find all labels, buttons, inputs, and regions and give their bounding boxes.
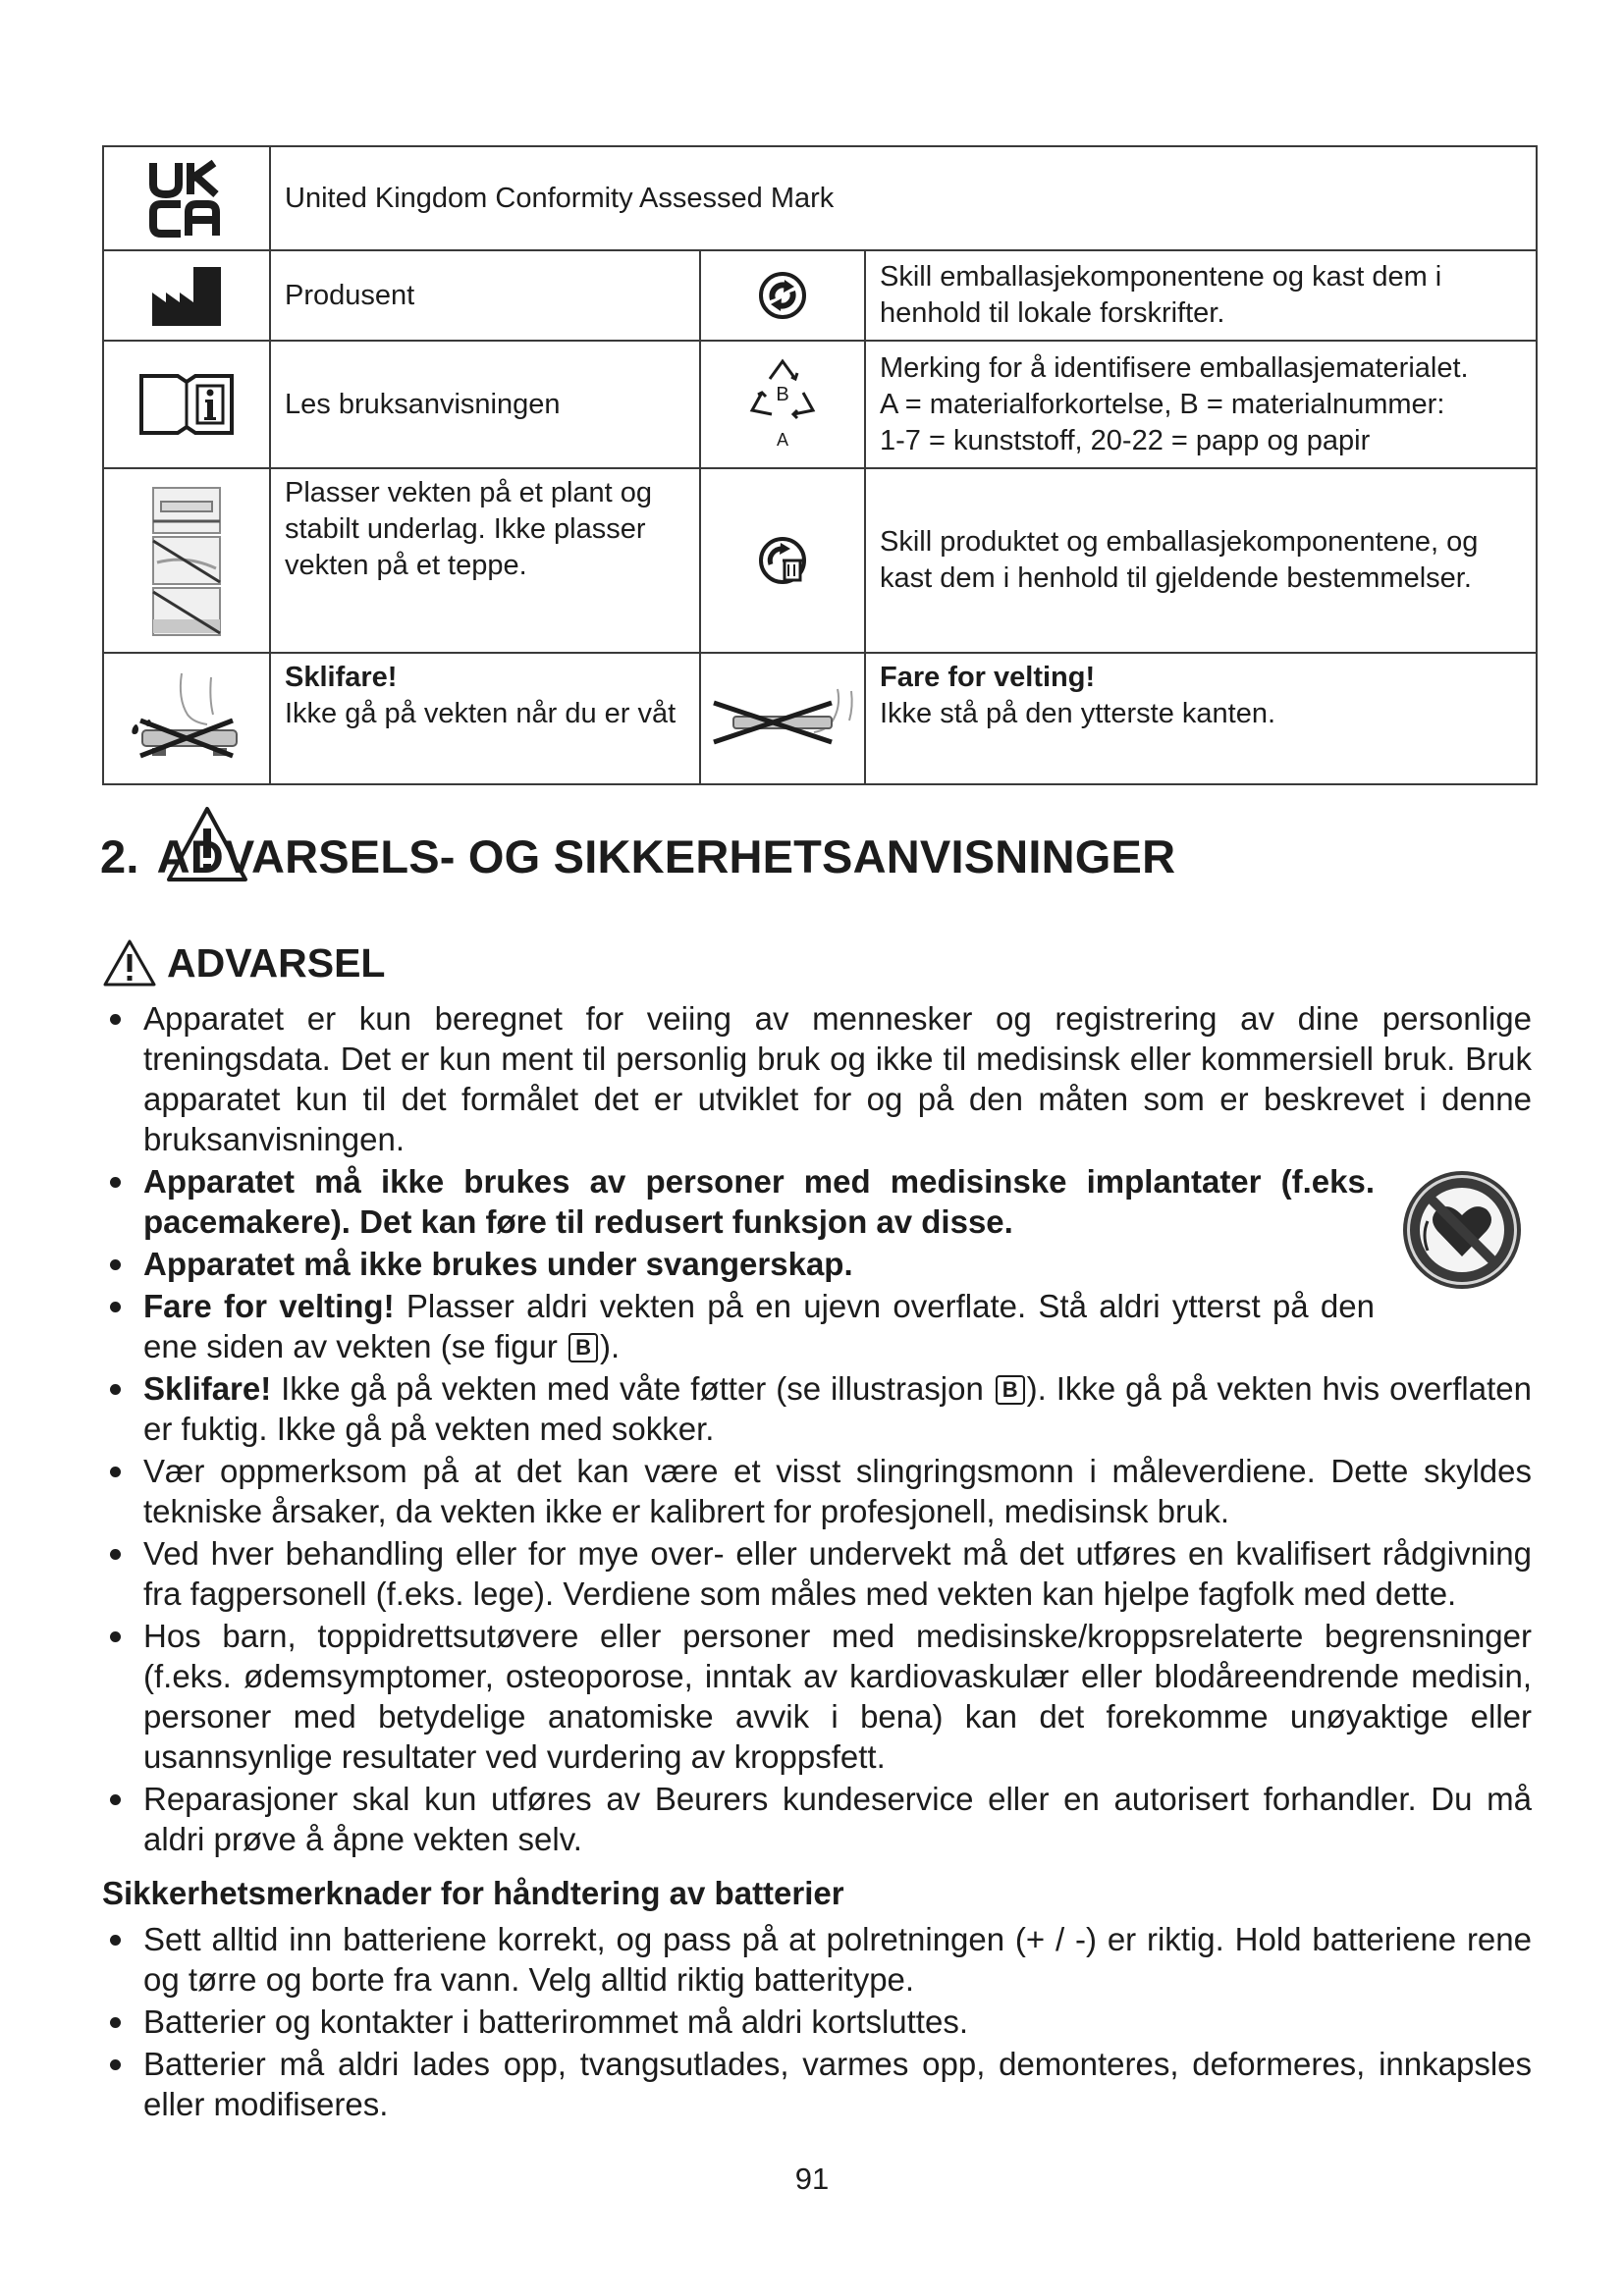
recycling-letter-b: B <box>776 384 789 405</box>
item-text: Plasser aldri vekten på en ujevn overflate. Stå aldri ytterst på den ene siden av vekten (se figur <box>143 1288 1375 1364</box>
figure-reference: B <box>568 1333 598 1362</box>
list-item: Apparatet er kun beregnet for veiing av mennesker og registrering av dine personlige treningsdata. Det er kun ment til personlig bruk og ikke til medisinsk eller kommersiell bruk. Bruk apparatet kun til det formålet det er utviklet for og på den måten som er beskrevet i denne bruksanvisningen. <box>102 998 1532 1159</box>
list-item: Ved hver behandling eller for mye over- eller undervekt må det utføres en kvalifisert rådgivning fra fagpersonell (f.eks. lege). Verdiene som måles med vekten kan hjelpe fagfolk med dette. <box>102 1533 1532 1614</box>
list-item: Vær oppmerksom på at det kan være et visst slingringsmonn i måleverdiene. Dette skyldes tekniske årsaker, da vekten ikke er kalibrert for profesjonell, medisinsk bruk. <box>102 1451 1532 1531</box>
recycling-code-text <box>865 341 1537 468</box>
recycling-letter-a: A <box>776 430 789 450</box>
tipping-hazard-icon <box>700 653 865 784</box>
page-number: 91 <box>794 2162 830 2196</box>
recycling-code-icon <box>700 341 865 468</box>
item-bold-lead: Fare for velting! <box>143 1288 395 1324</box>
tipping-hazard-title: Fare for velting! <box>880 662 1096 693</box>
warning-triangle-icon <box>102 938 157 988</box>
recycling-text-line: 1-7 = kunststoff, 20-22 = papp og papir <box>880 424 1371 456</box>
list-item: Sett alltid inn batteriene korrekt, og pass på at polretningen (+ / -) er riktig. Hold batteriene rene og tørre og borte fra vann. Velg alltid riktig batteritype. <box>102 1919 1532 2000</box>
read-manual-icon <box>103 341 270 468</box>
table-row <box>103 250 1537 341</box>
flat-surface-text: Plasser vekten på et plant og stabilt underlag. Ikke plasser vekten på et teppe. <box>270 468 700 653</box>
table-row <box>103 146 1537 250</box>
section-number: 2. <box>100 830 139 882</box>
no-pacemaker-icon <box>1398 1166 1526 1294</box>
table-row <box>103 653 1537 784</box>
table-row <box>103 468 1537 653</box>
warning-heading-label: ADVARSEL <box>167 939 386 986</box>
battery-heading: Sikkerhetsmerknader for håndtering av batterier <box>102 1875 844 1911</box>
list-item: Apparatet må ikke brukes under svangerskap. <box>102 1244 1375 1284</box>
list-item <box>102 1368 1532 1449</box>
separate-packaging-text: Skill emballasjekomponentene og kast dem i henhold til lokale forskrifter. <box>865 250 1537 341</box>
figure-reference: B <box>996 1375 1025 1405</box>
separate-packaging-icon <box>700 250 865 341</box>
recycling-text-line: A = materialforkortelse, B = materialnummer: <box>880 388 1445 420</box>
slip-hazard-title: Sklifare! <box>285 662 398 693</box>
warning-list <box>102 998 1532 1861</box>
list-item: Batterier og kontakter i batterirommet må aldri kortsluttes. <box>102 2002 1532 2042</box>
list-item <box>102 1286 1375 1366</box>
warning-heading <box>102 938 385 988</box>
slip-hazard-description: Ikke gå på vekten når du er våt <box>285 698 677 729</box>
manufacturer-text: Produsent <box>270 250 700 341</box>
ukca-mark-icon <box>103 146 270 250</box>
dispose-product-icon <box>700 468 865 653</box>
slip-hazard-icon <box>103 653 270 784</box>
list-item: Batterier må aldri lades opp, tvangsutlades, varmes opp, demonteres, deformeres, innkapsles eller modifiseres. <box>102 2044 1532 2124</box>
tipping-hazard-text <box>865 653 1537 784</box>
recycling-text-line: Merking for å identifisere emballasjematerialet. <box>880 351 1469 384</box>
ukca-text: United Kingdom Conformity Assessed Mark <box>270 146 1537 250</box>
item-text: Ikke gå på vekten med våte føtter (se illustrasjon <box>271 1370 994 1407</box>
section-heading <box>100 805 1175 883</box>
tipping-hazard-description: Ikke stå på den ytterste kanten. <box>880 698 1276 729</box>
manufacturer-icon <box>103 250 270 341</box>
slip-hazard-text <box>270 653 700 784</box>
list-item: Reparasjoner skal kun utføres av Beurers kundeservice eller en autorisert forhandler. Du må aldri prøve å åpne vekten selv. <box>102 1779 1532 1859</box>
battery-list <box>102 1919 1532 2126</box>
item-text-after: ). <box>599 1328 621 1364</box>
table-row <box>103 341 1537 468</box>
list-item: Apparatet må ikke brukes av personer med medisinske implantater (f.eks. pacemakere). Det kan føre til redusert funksjon av disse. <box>102 1161 1375 1242</box>
section-title: ADVARSELS- OG SIKKERHETSANVISNINGER <box>156 830 1176 882</box>
item-text-after: ). Ikke gå på vekten hvis overflaten er fuktig. Ikke gå på vekten med sokker. <box>143 1370 1532 1447</box>
flat-surface-icon <box>103 468 270 653</box>
symbols-table <box>102 145 1538 785</box>
dispose-product-text: Skill produktet og emballasjekomponentene, og kast dem i henhold til gjeldende bestemmelser. <box>865 468 1537 653</box>
list-item: Hos barn, toppidrettsutøvere eller personer med medisinske/kroppsrelaterte begrensninger (f.eks. ødemsymptomer, osteoporose, inntak av kardiovaskulær eller blodåreendrende medisin, personer med betydelige anatomiske avvik i bena) kan det forekomme unøyaktige eller usannsynlige resultater ved vurdering av kroppsfett. <box>102 1616 1532 1777</box>
read-manual-text: Les bruksanvisningen <box>270 341 700 468</box>
item-bold-lead: Sklifare! <box>143 1370 272 1407</box>
